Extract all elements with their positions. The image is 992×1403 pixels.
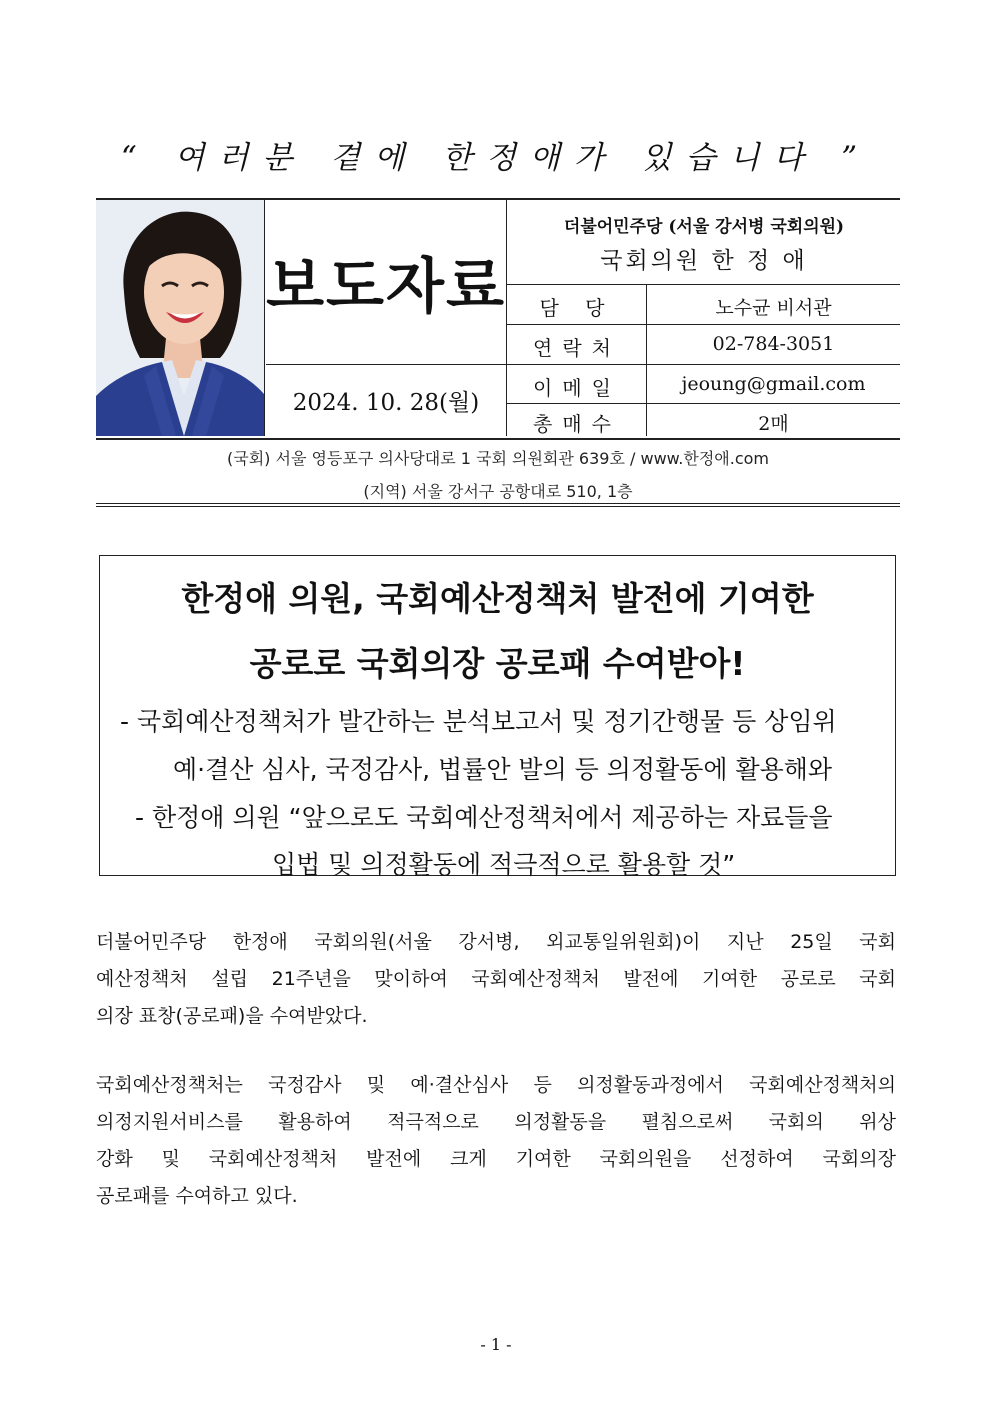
contact-label-phone: 연락처 [533, 336, 621, 360]
subheadline-2a: - 한정애 의원 “앞으로도 국회예산정책처에서 제공하는 자료들을 [135, 803, 833, 832]
address-local-office: (지역) 서울 강서구 공항대로 510, 1층 [363, 482, 633, 501]
divider [506, 200, 507, 436]
subheadline-1a: - 국회예산정책처가 발간하는 분석보고서 및 정기간행물 등 상임위 [120, 707, 837, 736]
portrait-photo [96, 200, 264, 436]
member-line: 국회의원 한 정 애 [600, 248, 808, 274]
divider [264, 200, 265, 436]
body-line: 더불어민주당 한정애 국회의원(서울 강서병, 외교통일위원회)이 지난 25일 국회 [96, 931, 896, 953]
page-number: - 1 - [480, 1335, 512, 1354]
body-line: 국회예산정책처는 국정감사 및 예·결산심사 등 의정활동과정에서 국회예산정책처의 [96, 1074, 896, 1096]
divider [507, 284, 900, 285]
contact-value-manager: 노수균 비서관 [715, 297, 832, 319]
divider [507, 364, 900, 365]
contact-label-manager: 담 당 [539, 296, 615, 320]
headline-line-2: 공로로 국회의장 공로패 수여받아! [249, 644, 746, 683]
body-line: 의장 표창(공로패)을 수여받았다. [96, 1005, 368, 1027]
address-rule [96, 506, 900, 507]
body-line: 강화 및 국회예산정책처 발전에 크게 기여한 국회의원을 선정하여 국회의장 [96, 1148, 896, 1170]
divider [507, 403, 900, 404]
contact-value-email: jeoung@gmail.com [681, 373, 866, 395]
contact-label-pages: 총매수 [533, 412, 621, 436]
subheadline-1b: 예·결산 심사, 국정감사, 법률안 발의 등 의정활동에 활용해와 [173, 755, 833, 784]
press-release-title: 보도자료 [266, 252, 506, 322]
headline-box [99, 555, 896, 879]
body-line: 의정지원서비스를 활용하여 적극적으로 의정활동을 펼침으로써 국회의 위상 [96, 1111, 896, 1133]
body-line: 공로패를 수여하고 있다. [96, 1185, 298, 1207]
subheadline-2b: 입법 및 의정활동에 적극적으로 활용할 것” [272, 850, 736, 879]
contact-label-email: 이메일 [533, 376, 621, 400]
contact-value-pages: 2매 [758, 413, 789, 435]
body-paragraph-1 [96, 924, 896, 1035]
contact-value-phone: 02-784-3051 [712, 333, 835, 355]
release-date: 2024. 10. 28(월) [292, 390, 480, 416]
address-national-assembly: (국회) 서울 영등포구 의사당대로 1 국회 의원회관 639호 / www.한정애.com [227, 449, 769, 468]
headline-line-1: 한정애 의원, 국회예산정책처 발전에 기여한 [181, 579, 814, 618]
header-double-rule [96, 439, 900, 440]
body-paragraph-2 [96, 1067, 896, 1215]
body-line: 예산정책처 설립 21주년을 맞이하여 국회예산정책처 발전에 기여한 공로로 국회 [96, 968, 896, 990]
address-rule [96, 503, 900, 504]
party-line: 더불어민주당 (서울 강서병 국회의원) [563, 217, 845, 237]
divider [507, 324, 900, 325]
press-header [96, 198, 900, 440]
slogan: “ 여러분 곁에 한정애가 있습니다 ” [120, 140, 872, 176]
